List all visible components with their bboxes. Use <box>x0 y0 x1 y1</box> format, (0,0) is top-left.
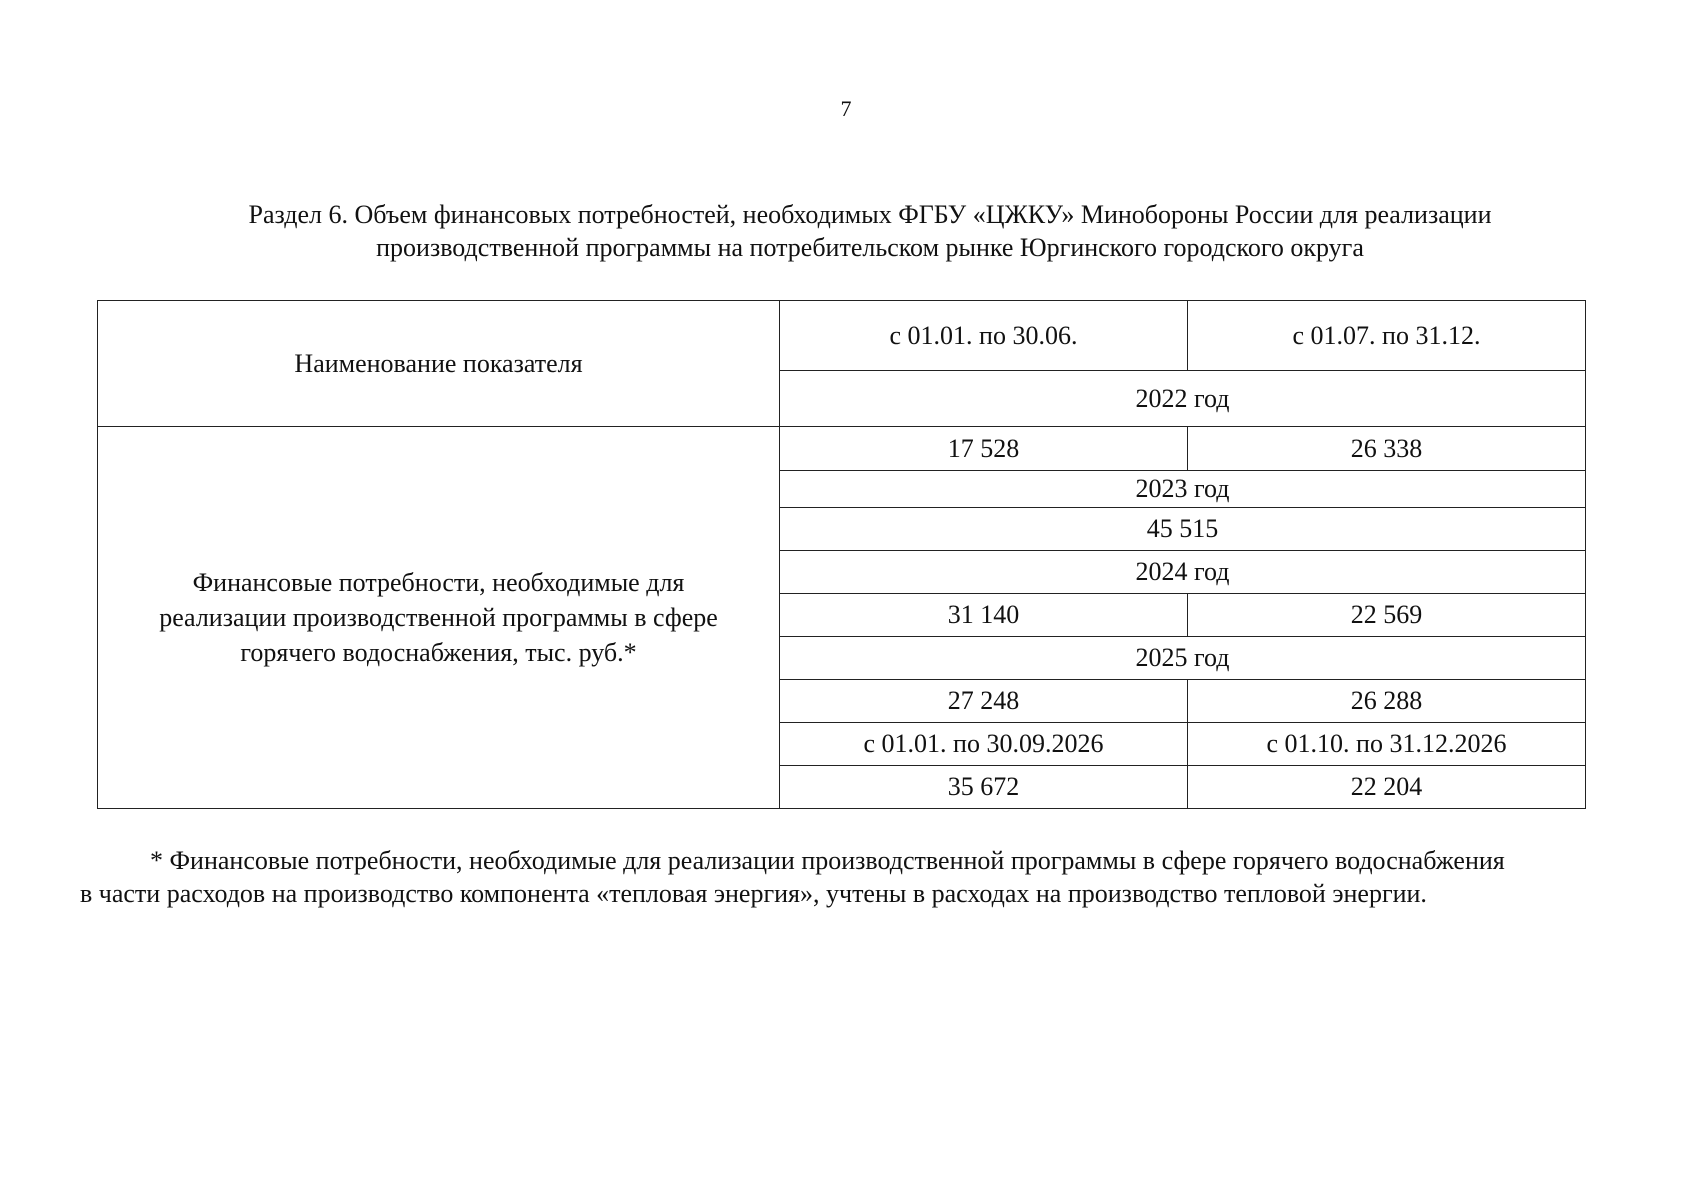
indicator-label: Финансовые потребности, необходимые для реализации производственной программы в сфере горячего водоснабжения, тыс. руб.* <box>98 427 780 809</box>
header-period-first-half: с 01.01. по 30.06. <box>780 301 1188 371</box>
year-2024-label: 2024 год <box>780 551 1586 594</box>
financial-needs-table <box>97 300 1586 809</box>
value-2024-first-half: 31 140 <box>780 594 1188 637</box>
year-2023-label: 2023 год <box>780 471 1586 508</box>
period-2026-second: с 01.10. по 31.12.2026 <box>1188 723 1586 766</box>
period-2026-first: с 01.01. по 30.09.2026 <box>780 723 1188 766</box>
footnote-line-1: * Финансовые потребности, необходимые для реализации производственной программы в сфере горячего водоснабжения <box>150 846 1505 875</box>
value-2023: 45 515 <box>780 508 1586 551</box>
section-title <box>120 198 1620 264</box>
footnote <box>80 844 1620 910</box>
value-2022-second-half: 26 338 <box>1188 427 1586 471</box>
year-2025-label: 2025 год <box>780 637 1586 680</box>
header-indicator-name: Наименование показателя <box>98 301 780 427</box>
footnote-line-2: в части расходов на производство компонента «тепловая энергия», учтены в расходах на производство тепловой энергии. <box>80 879 1427 908</box>
section-title-line-2: производственной программы на потребительском рынке Юргинского городского округа <box>376 233 1364 262</box>
value-2024-second-half: 22 569 <box>1188 594 1586 637</box>
value-2025-second-half: 26 288 <box>1188 680 1586 723</box>
table-row <box>98 301 1586 371</box>
table-row <box>98 427 1586 471</box>
section-title-line-1: Раздел 6. Объем финансовых потребностей, необходимых ФГБУ «ЦЖКУ» Минобороны России для реализации <box>248 200 1492 229</box>
header-period-second-half: с 01.07. по 31.12. <box>1188 301 1586 371</box>
value-2026-first: 35 672 <box>780 766 1188 809</box>
page-number: 7 <box>840 96 852 121</box>
value-2026-second: 22 204 <box>1188 766 1586 809</box>
value-2022-first-half: 17 528 <box>780 427 1188 471</box>
year-2022-label: 2022 год <box>780 371 1586 427</box>
value-2025-first-half: 27 248 <box>780 680 1188 723</box>
